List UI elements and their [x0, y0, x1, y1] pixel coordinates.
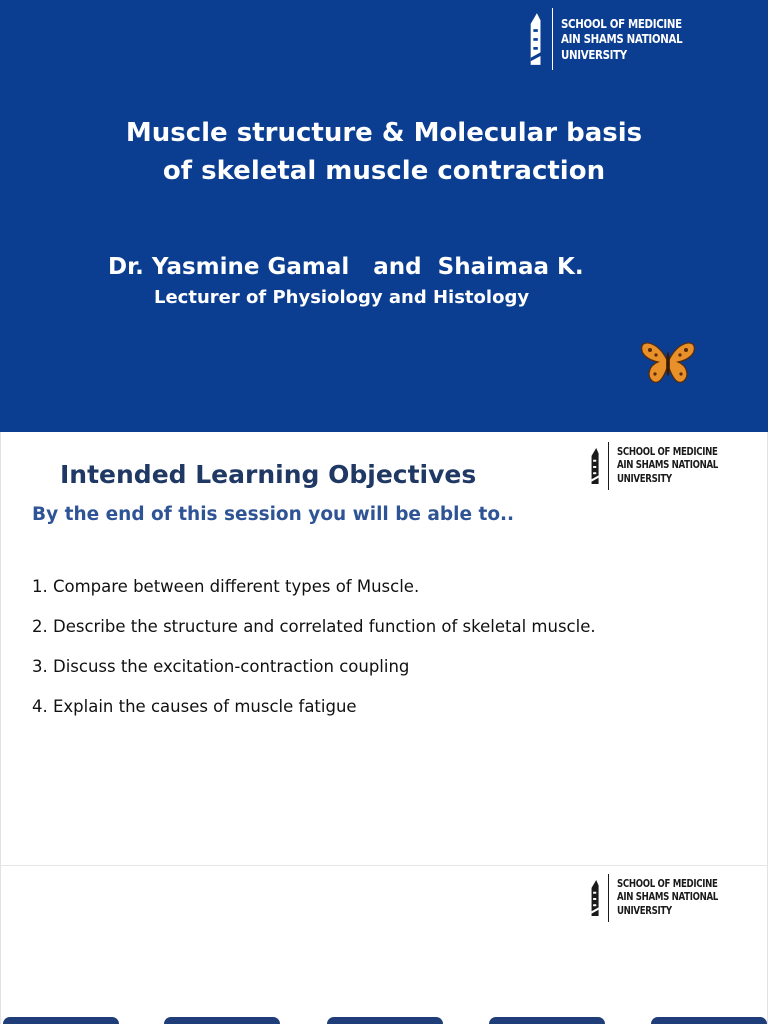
objective-item: 1. Compare between different types of Muscle.: [32, 577, 420, 596]
objectives-heading: Intended Learning Objectives: [60, 460, 477, 489]
tower-emblem-icon: [528, 8, 546, 70]
school-logo: [528, 8, 768, 70]
tower-emblem-icon: [590, 442, 602, 490]
logo-line2: AIN SHAMS NATIONAL UNIVERSITY: [617, 891, 719, 917]
author-position: Lecturer of Physiology and Histology: [154, 287, 530, 308]
objectives-subheading: By the end of this session you will be able to..: [32, 504, 515, 525]
authors: Dr. Yasmine Gamal and Shaimaa K.: [108, 254, 584, 280]
logo-line1: SCHOOL OF MEDICINE: [617, 878, 718, 891]
objective-item: 4. Explain the causes of muscle fatigue: [32, 697, 357, 716]
slide-tab: [327, 1017, 443, 1024]
logo-line2: AIN SHAMS NATIONAL UNIVERSITY: [617, 459, 719, 485]
logo-line1: SCHOOL OF MEDICINE: [560, 15, 682, 31]
logo-line1: SCHOOL OF MEDICINE: [617, 446, 718, 459]
butterfly-icon: [638, 338, 698, 388]
title-line1: Muscle structure & Molecular basis: [125, 118, 643, 148]
slide-tab: [489, 1017, 605, 1024]
presentation-title: [0, 114, 768, 190]
slide-tab: [651, 1017, 767, 1024]
logo-divider: [608, 874, 609, 922]
slide-tab: [164, 1017, 280, 1024]
logo-divider: [608, 442, 609, 490]
objective-item: 2. Describe the structure and correlated function of skeletal muscle.: [32, 617, 596, 636]
school-logo: [590, 442, 768, 490]
tower-emblem-icon: [590, 874, 602, 922]
title-slide: [0, 0, 768, 432]
logo-line2: AIN SHAMS NATIONAL UNIVERSITY: [560, 31, 683, 62]
title-line2: of skeletal muscle contraction: [162, 156, 606, 186]
slide-tab: [3, 1017, 119, 1024]
school-logo: [590, 874, 768, 922]
logo-divider: [552, 8, 553, 70]
objective-item: 3. Discuss the excitation-contraction coupling: [32, 657, 410, 676]
objectives-list: [32, 576, 596, 736]
